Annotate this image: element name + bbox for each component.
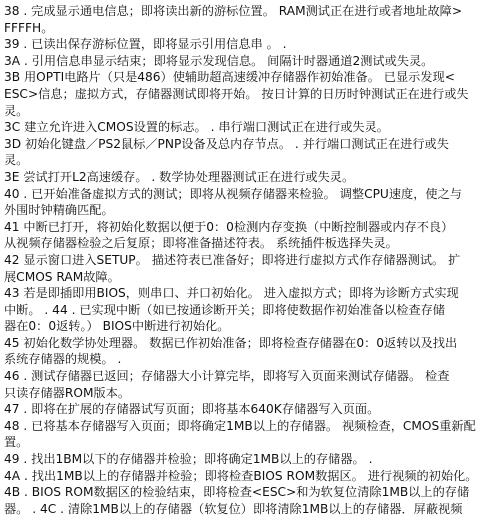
text-line: 38 . 完成显示通电信息；即将读出新的游标位置。 RAM测试正在进行或者地址故障> [4,4,463,18]
text-line: 置。 [4,435,29,450]
document-page [4,0,498,517]
text-line: 4B . BIOS ROM数据区的检验结束，即将检查<ESC>和为软复位清除1MB以上的存储 [4,485,470,500]
text-line: 45 初始化数学协处理器。 数据已作初始准备；即将检查存储器在0：0返转以及找出 [4,335,458,350]
text-line: 40 . 已开始准备虚拟方式的测试；即将从视频存储器来检验。 调整CPU速度，使之与 [4,186,462,201]
text-line: 4A . 找出1MB以上的存储器并检验；即将检查BIOS ROM数据区。 进行视频的初始化。 [4,468,478,483]
text-line: 3B 用OPTI电路片（只是486）使辅助超高速缓冲存储器作初始准备。 已显示发现< [4,70,455,85]
text-line: 外围时钟精确匹配。 [4,203,114,218]
text-line: ESC>信息；虚拟方式，存储器测试即将开始。 按日计算的日历时钟测试正在进行或失 [4,86,469,101]
text-line: 48 . 已将基本存储器写入页面；即将确定1MB以上的存储器。 视频检查，CMOS重新配 [4,418,476,433]
text-line: 3C 建立允许进入CMOS设置的标志。 . 串行端口测试正在进行或失灵。 [4,120,389,135]
text-line: 3A . 引用信息串显示结束；即将显示发现信息。 间隔计时器通道2测试或失灵。 [4,53,434,68]
text-line: FFFFH。 [4,20,54,35]
text-line: 3E 尝试打开L2高速缓存。 . 数学协处理器测试正在进行或失灵。 [4,169,355,184]
text-line: 41 中断已打开，将初始化数据以便于0：0检测内存变换（中断控制器或内存不良） [4,219,454,234]
text-line: 49 . 找出1BM以下的存储器并检验；即将确定1MB以上的存储器。 . [4,452,373,467]
text-line: 43 若是即插即用BIOS，则串口、并口初始化。 进入虚拟方式；即将为诊断方式实现 [4,286,459,301]
text-line: 42 显示窗口进入SETUP。 描述符表已准备好；即将进行虚拟方式作存储器测试。 扩 [4,252,461,267]
text-line: 器在0：0返转。） BIOS中断进行初始化。 [4,319,230,334]
text-line: 展CMOS RAM故障。 [4,269,120,284]
text-line: 39 . 已读出保存游标位置，即将显示引用信息串 。 . [4,37,287,52]
text-line: 系统存储器的规模。 . [4,352,122,367]
text-line: 只读存储器ROM版本。 [4,385,131,400]
text-line: 器。 . 4C . 清除1MB以上的存储器（软复位）即将清除1MB以上的存储器．屏蔽视频 [4,501,463,516]
text-line: 从视频存储器检验之后复原；即将准备描述符表。 系统插件板选择失灵。 [4,236,398,251]
text-line: 46 . 测试存储器已返回；存储器大小计算完毕，即将写入页面来测试存储器。 检查 [4,369,450,384]
text-line: 中断。 . 44 . 已实现中断（如已按通诊断开关；即将使数据作初始准备以检查存储 [4,302,445,317]
text-line: 47 . 即将在扩展的存储器试写页面；即将基本640K存储器写入页面。 [4,402,380,417]
text-line: 3D 初始化键盘／PS2鼠标／PNP设备及总内存节点。 . 并行端口测试正在进行或失 [4,136,449,151]
text-line: 灵。 [4,103,29,118]
text-line: 灵。 [4,153,29,168]
